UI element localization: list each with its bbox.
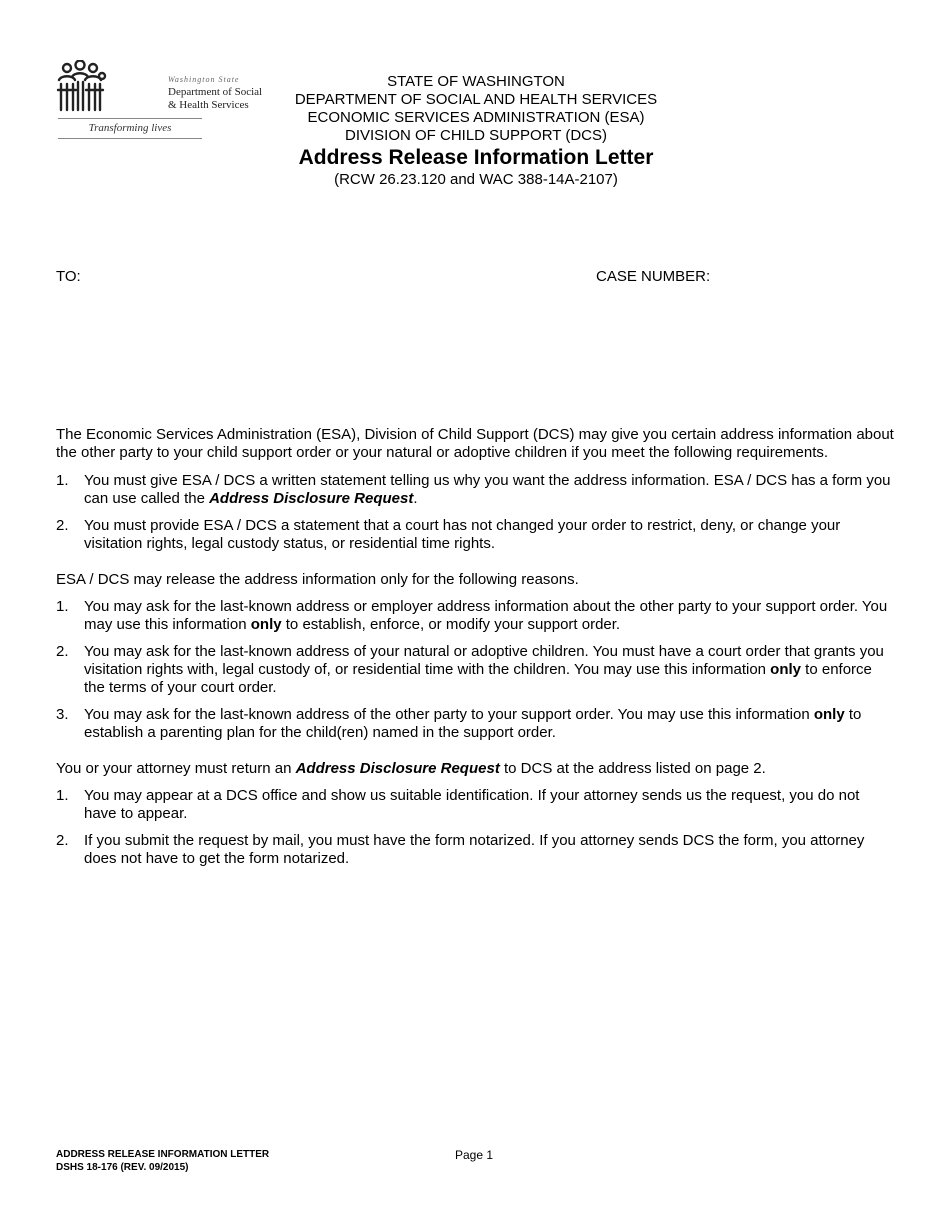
item-text: You must provide ESA / DCS a statement that a court has not changed your order to restrict, deny, or change your visitation rights, legal custody status, or residential time rights. bbox=[84, 517, 841, 552]
return-item bbox=[56, 787, 896, 823]
page-title: Address Release Information Letter bbox=[298, 146, 654, 169]
logo-divider bbox=[58, 138, 202, 139]
case-number-label: CASE NUMBER: bbox=[596, 268, 711, 285]
item-number: 2. bbox=[56, 832, 69, 849]
header-division: DIVISION OF CHILD SUPPORT (DCS) bbox=[345, 127, 607, 144]
return-lead: You or your attorney must return an Address Disclosure Request to DCS at the address listed on page 2. bbox=[56, 760, 766, 777]
footer-form-number: DSHS 18-176 (REV. 09/2015) bbox=[56, 1162, 189, 1173]
item-text: You may appear at a DCS office and show us suitable identification. If your attorney sends us the request, you do not have to appear. bbox=[84, 787, 860, 822]
logo-tagline: Transforming lives bbox=[88, 122, 172, 134]
letter-body bbox=[56, 426, 896, 877]
item-text: You may ask for the last-known address of your natural or adoptive children. You must have a court order that grants you visitation rights with, legal custody of, or residential time with the children. You may use this information only to enforce the terms of your court order. bbox=[84, 643, 884, 696]
header-citation: (RCW 26.23.120 and WAC 388-14A-2107) bbox=[334, 171, 618, 188]
item-number: 3. bbox=[56, 706, 69, 723]
requirement-item bbox=[56, 472, 896, 508]
reasons-lead: ESA / DCS may release the address information only for the following reasons. bbox=[56, 571, 579, 588]
header-state: STATE OF WASHINGTON bbox=[387, 73, 565, 90]
to-label: TO: bbox=[56, 268, 81, 285]
footer-form-title: ADDRESS RELEASE INFORMATION LETTER bbox=[56, 1149, 270, 1160]
item-text: You may ask for the last-known address of the other party to your support order. You may use this information only to establish a parenting plan for the child(ren) named in the support order. bbox=[84, 706, 862, 741]
item-text: You must give ESA / DCS a written statement telling us why you want the address information. ESA / DCS has a form you can use called the Address Disclosure Request. bbox=[84, 472, 891, 507]
letter-header bbox=[250, 73, 702, 189]
reason-item bbox=[56, 598, 896, 634]
return-item bbox=[56, 832, 896, 868]
item-number: 1. bbox=[56, 787, 69, 804]
intro-paragraph: The Economic Services Administration (ESA), Division of Child Support (DCS) may give you certain address information about the other party to your child support order or your natural or adoptive children if you meet the following requirements. bbox=[56, 426, 894, 461]
logo-state-text: Washington State bbox=[168, 75, 240, 84]
logo-dept-line1: Department of Social bbox=[168, 86, 263, 98]
dshs-logo bbox=[56, 60, 263, 142]
item-number: 1. bbox=[56, 472, 69, 489]
header-department: DEPARTMENT OF SOCIAL AND HEALTH SERVICES bbox=[294, 91, 658, 108]
form-footer bbox=[56, 1148, 269, 1174]
dshs-figures-icon bbox=[56, 60, 108, 114]
requirement-item bbox=[56, 517, 896, 553]
reason-item bbox=[56, 643, 896, 697]
item-number: 2. bbox=[56, 517, 69, 534]
form-name: Address Disclosure Request bbox=[209, 490, 414, 507]
header-administration: ECONOMIC SERVICES ADMINISTRATION (ESA) bbox=[307, 109, 645, 126]
item-text: You may ask for the last-known address or employer address information about the other party to your support order. You may use this information only to establish, enforce, or modify your support order. bbox=[84, 598, 888, 633]
item-number: 1. bbox=[56, 598, 69, 615]
item-text: If you submit the request by mail, you must have the form notarized. If you attorney sends DCS the form, you attorney does not have to get the form notarized. bbox=[84, 832, 865, 867]
logo-dept-line2: & Health Services bbox=[168, 99, 249, 111]
item-number: 2. bbox=[56, 643, 69, 660]
logo-divider bbox=[58, 118, 202, 119]
reason-item bbox=[56, 706, 896, 742]
form-name: Address Disclosure Request bbox=[295, 760, 500, 777]
page-number: Page 1 bbox=[455, 1148, 494, 1162]
